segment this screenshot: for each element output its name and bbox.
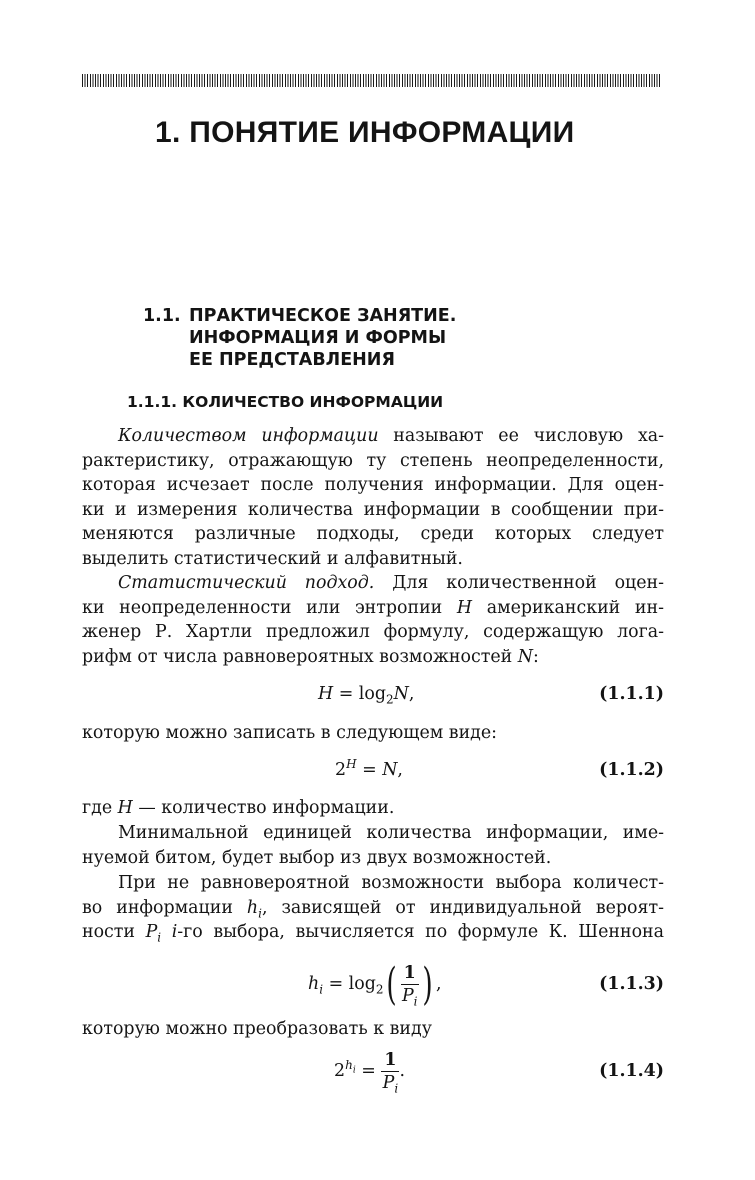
chapter-title: 1. ПОНЯТИЕ ИНФОРМАЦИИ — [155, 116, 575, 149]
fraction: $\frac{1}{P_i}$ — [401, 963, 418, 1009]
decorative-top-rule — [82, 74, 662, 87]
text-line: ки и измерения количества информации в сообщении при- — [82, 499, 664, 520]
formula-power-form — [82, 750, 664, 790]
right-paren: ) — [422, 958, 433, 1010]
equation-number: (1.1.1) — [599, 684, 664, 704]
formula-hartley — [82, 674, 664, 714]
formula-shannon — [82, 956, 664, 1012]
text-line: женер Р. Хартли предложил формулу, содержащую лога- — [82, 622, 664, 643]
text-line: которую можно преобразовать к виду — [82, 1019, 432, 1039]
section-title-line: ЕЕ ПРЕДСТАВЛЕНИЯ — [189, 350, 395, 370]
equation-number: (1.1.2) — [599, 760, 664, 780]
paragraph-bit — [82, 821, 664, 870]
text-line: Статистический подход. Для количественной оцен- — [118, 573, 664, 593]
paragraph-definition — [82, 424, 664, 572]
paragraph-statistical-approach — [82, 571, 664, 669]
term-italic: Количеством информации — [118, 426, 379, 446]
text-line: Минимальной единицей количества информации, име- — [118, 823, 664, 843]
paragraph-shannon — [82, 871, 664, 945]
formula-expression: $h_i = \log_2$( $\frac{1}{P_i}$ ) , — [308, 958, 442, 1010]
text-line: меняются различные подходы, среди которых следует — [82, 524, 664, 545]
section-number: 1.1. — [143, 306, 181, 326]
text-line: где H — количество информации. — [82, 798, 395, 818]
text-line: которая исчезает после получения информации. Для оцен- — [82, 475, 664, 496]
section-title-line: ПРАКТИЧЕСКОЕ ЗАНЯТИЕ. — [189, 306, 457, 326]
formula-expression: $H = \log_2N$, — [318, 684, 415, 707]
text-line: рактеристику, отражающую ту степень неопределенности, — [82, 450, 664, 471]
text-line: которую можно записать в следующем виде: — [82, 723, 498, 743]
text-line: во информации $h_i$, зависящей от индивидуальной вероят- — [82, 897, 664, 921]
subsection-title: 1.1.1. КОЛИЧЕСТВО ИНФОРМАЦИИ — [127, 393, 444, 411]
formula-expression: $2^H = N$, — [335, 757, 403, 780]
left-paren: ( — [386, 958, 398, 1010]
equation-number: (1.1.4) — [599, 1061, 664, 1081]
text-line: ки неопределенности или энтропии H американский ин- — [82, 597, 664, 618]
formula-shannon-power — [82, 1044, 664, 1098]
section-title-line: ИНФОРМАЦИЯ И ФОРМЫ — [189, 328, 447, 348]
term-italic: Статистический подход. — [118, 573, 375, 593]
text-line: выделить статистический и алфавитный. — [82, 548, 463, 569]
text-line: рифм от числа равновероятных возможностей N: — [82, 646, 539, 667]
text-line: ности $P_i$ i-го выбора, вычисляется по формуле К. Шеннона — [82, 922, 664, 945]
text-line: При не равновероятной возможности выбора количест- — [118, 873, 664, 893]
formula-expression: $2^{h_i}$ = $\frac{1}{P_i}$ . — [334, 1050, 405, 1096]
text-line: Количеством информации называют ее числовую ха- — [118, 426, 664, 446]
fraction: $\frac{1}{P_i}$ — [382, 1050, 399, 1096]
text-line: нуемой битом, будет выбор из двух возможностей. — [82, 847, 552, 868]
equation-number: (1.1.3) — [599, 974, 664, 994]
